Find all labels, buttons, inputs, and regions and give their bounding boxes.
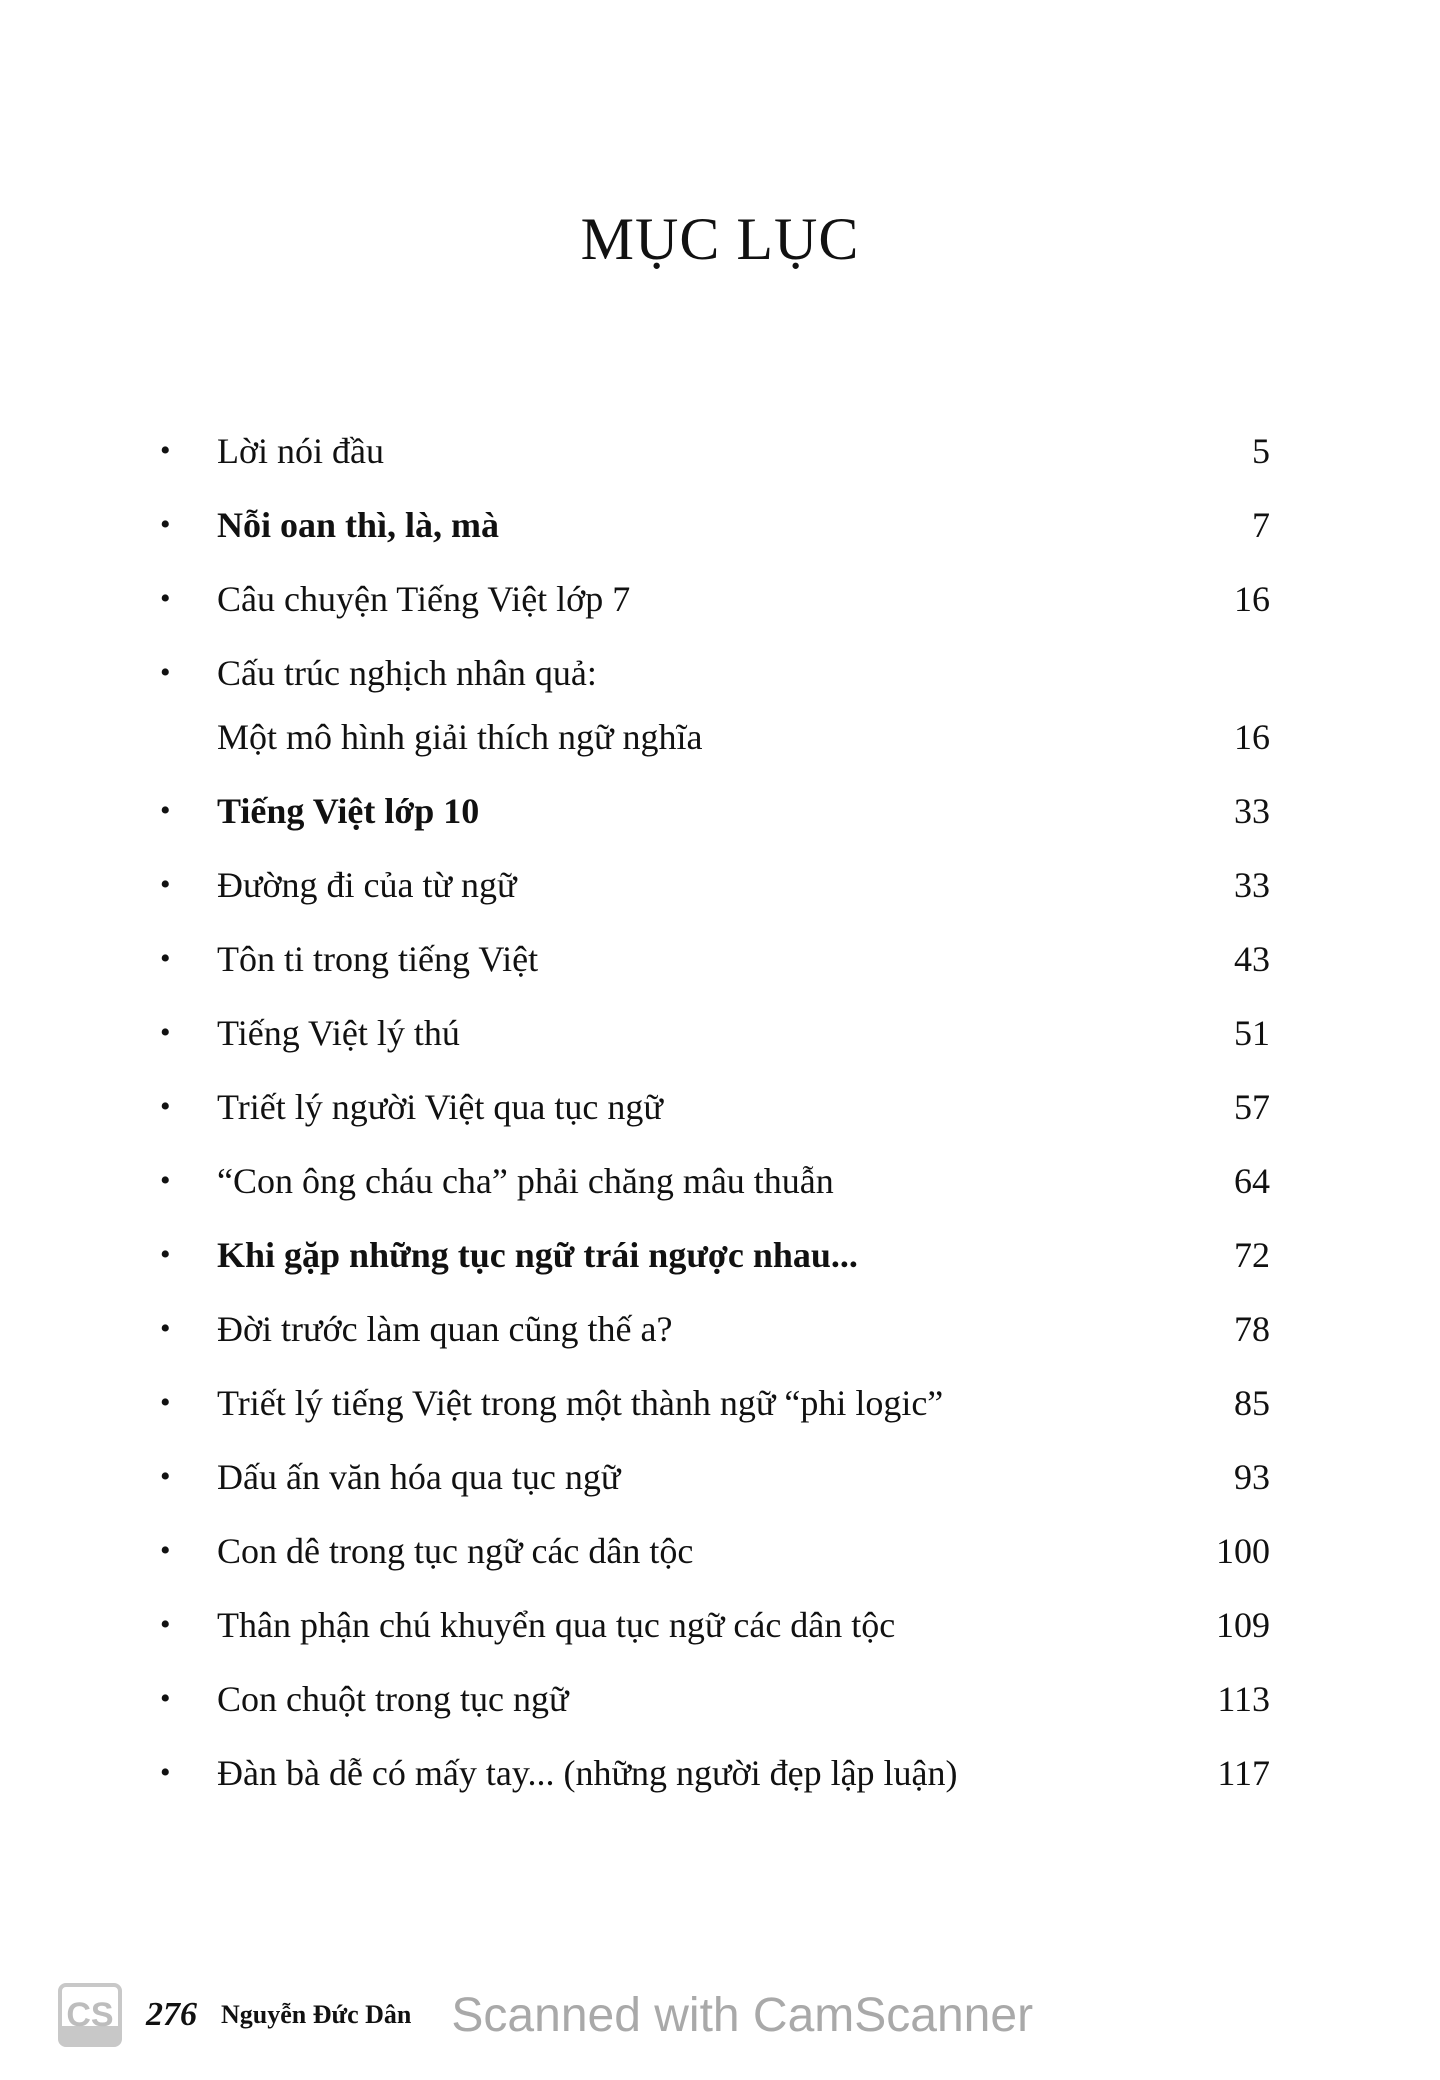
toc-entry[interactable] <box>160 1454 1270 1500</box>
toc-entry-page: 57 <box>1234 1087 1270 1127</box>
toc-entry-title <box>217 576 1150 622</box>
watermark: Scanned with CamScanner <box>451 1988 1034 2042</box>
toc-entry[interactable] <box>160 1676 1270 1722</box>
author-name: Nguyễn Đức Dân <box>221 2000 412 2029</box>
bullet-icon: • <box>160 582 171 615</box>
toc-entry-page: 7 <box>1252 505 1270 545</box>
toc-entry-page: 16 <box>1234 579 1270 619</box>
toc-entry[interactable] <box>160 1306 1270 1352</box>
toc-entry-page: 78 <box>1234 1309 1270 1349</box>
toc-entry-page: 64 <box>1234 1161 1270 1201</box>
toc-entry[interactable] <box>160 1602 1270 1648</box>
toc-entry-page: 109 <box>1216 1605 1270 1645</box>
toc-entry[interactable] <box>160 1232 1270 1278</box>
toc-entry-title-line: Con dê trong tục ngữ các dân tộc <box>217 1531 694 1571</box>
bullet-icon: • <box>160 1460 171 1493</box>
toc-entry[interactable] <box>160 1750 1270 1796</box>
toc-entry-title <box>217 1380 1150 1426</box>
toc-entry[interactable] <box>160 1084 1270 1130</box>
toc-entry-page: 117 <box>1217 1753 1270 1793</box>
bullet-icon: • <box>160 434 171 467</box>
toc-entry-title-line: “Con ông cháu cha” phải chăng mâu thuẫn <box>217 1161 834 1201</box>
toc-entry-title <box>217 1010 1150 1056</box>
toc-entry-title <box>217 1084 1150 1130</box>
toc-entry-title-line: Đường đi của từ ngữ <box>217 865 517 905</box>
toc-entry[interactable] <box>160 1010 1270 1056</box>
toc-entry-title <box>217 1602 1150 1648</box>
toc-entry-title-line: Triết lý người Việt qua tục ngữ <box>217 1087 663 1127</box>
toc-entry-title <box>217 1454 1150 1500</box>
toc-entry-title <box>217 1158 1150 1204</box>
toc-entry-title-line: Dấu ấn văn hóa qua tục ngữ <box>217 1457 621 1497</box>
toc-entry-title <box>217 788 1150 834</box>
toc-entry-page: 16 <box>1234 717 1270 757</box>
bullet-icon: • <box>160 1238 171 1271</box>
bullet-icon: • <box>160 1312 171 1345</box>
bullet-icon: • <box>160 1016 171 1049</box>
toc-entry-page: 93 <box>1234 1457 1270 1497</box>
bullet-icon: • <box>160 1756 171 1789</box>
toc-entry-page: 5 <box>1252 431 1270 471</box>
toc-entry[interactable] <box>160 1158 1270 1204</box>
toc-entry[interactable] <box>160 502 1270 548</box>
toc-entry-page: 33 <box>1234 791 1270 831</box>
toc-entry-title <box>217 1750 1150 1796</box>
bullet-icon: • <box>160 1534 171 1567</box>
toc-entry-title <box>217 502 1150 548</box>
bullet-icon: • <box>160 1090 171 1123</box>
toc-entry[interactable] <box>160 650 1270 760</box>
page-number: 276 <box>146 1996 197 2033</box>
toc-entry-title-line: Nỗi oan thì, là, mà <box>217 505 500 545</box>
toc-entry[interactable] <box>160 576 1270 622</box>
toc-entry[interactable] <box>160 788 1270 834</box>
toc-entry-page: 43 <box>1234 939 1270 979</box>
toc-entry-title-line: Lời nói đầu <box>217 431 385 471</box>
bullet-icon: • <box>160 1608 171 1641</box>
toc-entry-title-line: Khi gặp những tục ngữ trái ngược nhau... <box>217 1235 858 1275</box>
toc-entry-title-line: Triết lý tiếng Việt trong một thành ngữ “phi logic” <box>217 1383 944 1423</box>
toc-entry-title <box>217 936 1150 982</box>
toc-entry-title-line: Câu chuyện Tiếng Việt lớp 7 <box>217 579 631 619</box>
toc-entry-title <box>217 1676 1150 1722</box>
bullet-icon: • <box>160 656 171 689</box>
bullet-icon: • <box>160 1164 171 1197</box>
page-footer <box>58 1980 1033 2050</box>
toc-entry-title-line: Con chuột trong tục ngữ <box>217 1679 569 1719</box>
bullet-icon: • <box>160 942 171 975</box>
toc-entry-page: 85 <box>1234 1383 1270 1423</box>
toc-entry[interactable] <box>160 1528 1270 1574</box>
toc-entry-title-line: Cấu trúc nghịch nhân quả: <box>217 653 597 693</box>
toc-entry-title <box>217 650 1150 760</box>
toc-entry-title-line: Đời trước làm quan cũng thế a? <box>217 1309 673 1349</box>
toc-entry-title <box>217 1232 1150 1278</box>
toc-entry-title <box>217 428 1150 474</box>
toc-entry[interactable] <box>160 862 1270 908</box>
toc-entry-title <box>217 1306 1150 1352</box>
page-title: MỤC LỤC <box>580 206 860 272</box>
bullet-icon: • <box>160 868 171 901</box>
toc-entry-title-line: Tiếng Việt lớp 10 <box>217 791 480 831</box>
toc-entry[interactable] <box>160 428 1270 474</box>
bullet-icon: • <box>160 1386 171 1419</box>
toc-entry-title <box>217 862 1150 908</box>
bullet-icon: • <box>160 1682 171 1715</box>
toc-entry-title <box>217 1528 1150 1574</box>
toc-entry-title-line: Tiếng Việt lý thú <box>217 1013 460 1053</box>
toc-entry-title-line: Đàn bà dễ có mấy tay... (những người đẹp lập luận) <box>217 1753 958 1793</box>
toc-entry-page: 100 <box>1216 1531 1270 1571</box>
toc-entry-page: 113 <box>1217 1679 1270 1719</box>
toc-entry-page: 51 <box>1234 1013 1270 1053</box>
toc-entry-title-line: Một mô hình giải thích ngữ nghĩa <box>217 717 703 757</box>
toc-entry[interactable] <box>160 1380 1270 1426</box>
bullet-icon: • <box>160 794 171 827</box>
toc-entry[interactable] <box>160 936 1270 982</box>
toc-entry-title-line: Tôn ti trong tiếng Việt <box>217 939 539 979</box>
toc-entry-title-line: Thân phận chú khuyển qua tục ngữ các dân tộc <box>217 1605 896 1645</box>
table-of-contents <box>160 428 1270 1824</box>
camscanner-logo-icon: CS <box>58 1983 122 2047</box>
toc-entry-page: 33 <box>1234 865 1270 905</box>
bullet-icon: • <box>160 508 171 541</box>
toc-entry-page: 72 <box>1234 1235 1270 1275</box>
